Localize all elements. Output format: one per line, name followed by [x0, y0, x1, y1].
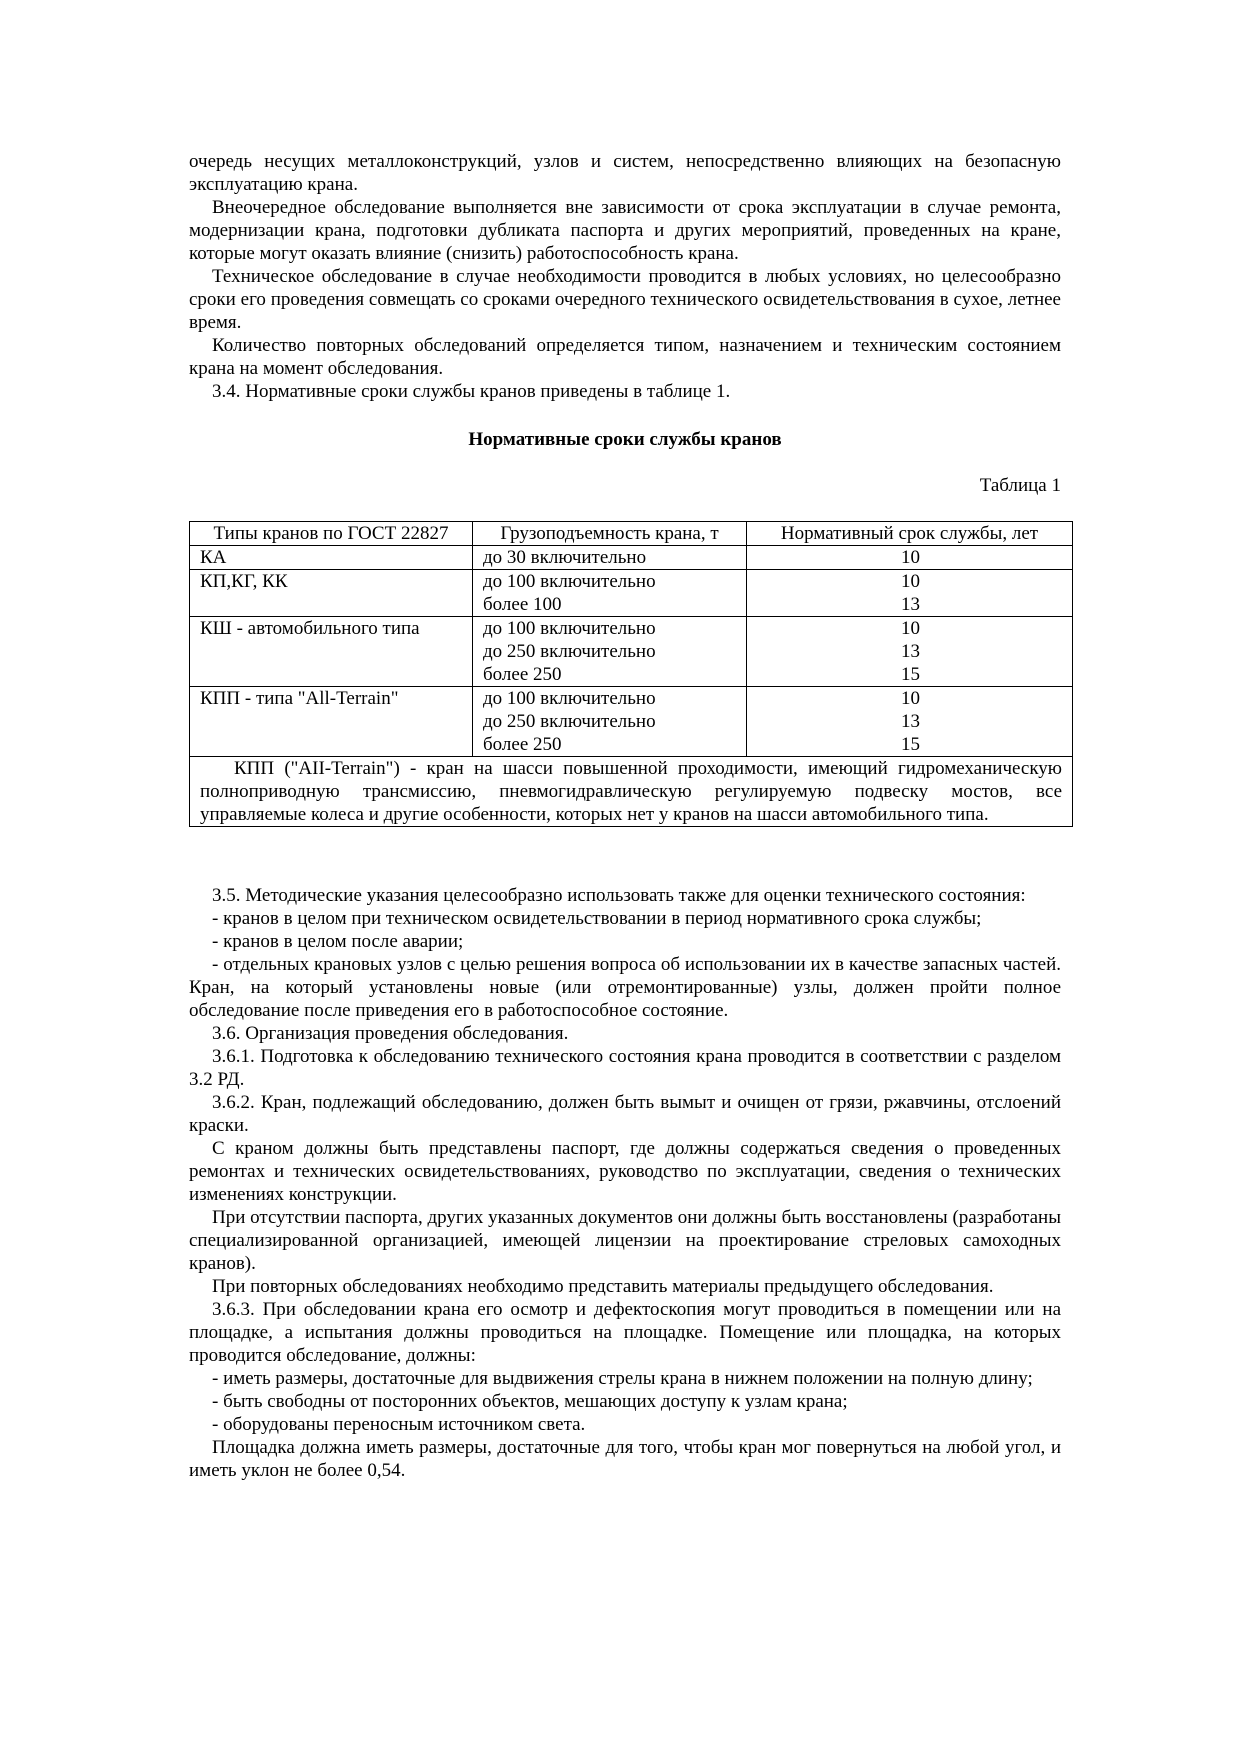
paragraph: Площадка должна иметь размеры, достаточные для того, чтобы кран мог повернуться на любой угол, и иметь уклон не более 0,54.	[189, 1437, 1061, 1481]
table-note-row	[190, 757, 1073, 827]
paragraph: 3.6.3. При обследовании крана его осмотр и дефектоскопия могут проводиться в помещении или на площадке, а испытания должны проводиться на площадке. Помещение или площадка, на которых проводится обследование, должны:	[189, 1299, 1061, 1366]
service-life-value: 15	[901, 664, 920, 685]
column-header-service-life: Нормативный срок службы, лет	[747, 522, 1073, 546]
capacity-value: до 30 включительно	[483, 547, 647, 568]
paragraph: Техническое обследование в случае необходимости проводится в любых условиях, но целесообразно сроки его проведения совмещать со сроками очередного технического освидетельствования в сухое, летнее время.	[189, 266, 1061, 333]
capacity-value: более 250	[483, 734, 562, 755]
paragraph: При повторных обследованиях необходимо представить материалы предыдущего обследования.	[212, 1276, 994, 1297]
capacity-value: до 250 включительно	[483, 641, 656, 662]
paragraph: 3.4. Нормативные сроки службы кранов приведены в таблице 1.	[212, 381, 731, 402]
service-life-value: 10	[901, 571, 920, 592]
list-item: - кранов в целом при техническом освидетельствовании в период нормативного срока службы;	[212, 908, 982, 929]
paragraph: Внеочередное обследование выполняется вне зависимости от срока эксплуатации в случае ремонта, модернизации крана, подготовки дубликата паспорта и других мероприятий, проведенных на кране, которые могут оказать влияние (снизить) работоспособность крана.	[189, 197, 1061, 264]
service-life-table	[189, 521, 1073, 827]
paragraph: 3.5. Методические указания целесообразно использовать также для оценки технического состояния:	[212, 885, 1026, 906]
capacity-value: до 100 включительно	[483, 571, 656, 592]
list-item: - кранов в целом после аварии;	[212, 931, 464, 952]
text-block-top	[189, 150, 1061, 403]
capacity-cell	[473, 687, 747, 757]
crane-type-cell: КП,КГ, КК	[190, 570, 473, 617]
service-life-value: 13	[901, 594, 920, 615]
crane-type-cell: КШ - автомобильного типа	[190, 617, 473, 687]
table-row	[190, 546, 1073, 570]
service-life-value: 13	[901, 711, 920, 732]
list-item: - иметь размеры, достаточные для выдвижения стрелы крана в нижнем положении на полную длину;	[212, 1368, 1033, 1389]
service-life-cell	[747, 570, 1073, 617]
capacity-cell	[473, 546, 747, 570]
paragraph: 3.6.1. Подготовка к обследованию технического состояния крана проводится в соответствии с разделом 3.2 РД.	[189, 1046, 1061, 1090]
table-row	[190, 687, 1073, 757]
table-number: Таблица 1	[979, 475, 1061, 496]
paragraph: При отсутствии паспорта, других указанных документов они должны быть восстановлены (разработаны специализированной организацией, имеющей лицензии на проектирование стреловых самоходных кранов).	[189, 1207, 1061, 1274]
list-item: - оборудованы переносным источником света.	[212, 1414, 586, 1435]
service-life-cell	[747, 617, 1073, 687]
capacity-value: более 100	[483, 594, 562, 615]
service-life-value: 10	[901, 618, 920, 639]
paragraph: 3.6. Организация проведения обследования.	[212, 1023, 569, 1044]
crane-type-cell: КА	[190, 546, 473, 570]
capacity-cell	[473, 570, 747, 617]
table-row	[190, 570, 1073, 617]
list-item: - быть свободны от посторонних объектов, мешающих доступу к узлам крана;	[212, 1391, 848, 1412]
service-life-value: 13	[901, 641, 920, 662]
capacity-value: до 100 включительно	[483, 688, 656, 709]
capacity-value: до 100 включительно	[483, 618, 656, 639]
table-row	[190, 617, 1073, 687]
service-life-value: 10	[901, 688, 920, 709]
paragraph: С краном должны быть представлены паспорт, где должны содержаться сведения о проведенных ремонтах и технических освидетельствованиях, руководство по эксплуатации, сведения о технических изменениях конструкции.	[189, 1138, 1061, 1205]
text-block-bottom	[189, 884, 1061, 1482]
list-item: - отдельных крановых узлов с целью решения вопроса об использовании их в качестве запасных частей. Кран, на который установлены новые (или отремонтированные) узлы, должен пройти полное обследование после приведения его в работоспособное состояние.	[189, 954, 1061, 1021]
paragraph: 3.6.2. Кран, подлежащий обследованию, должен быть вымыт и очищен от грязи, ржавчины, отслоений краски.	[189, 1092, 1061, 1136]
service-life-value: 15	[901, 734, 920, 755]
table-title: Нормативные сроки службы кранов	[468, 429, 782, 450]
paragraph: очередь несущих металлоконструкций, узлов и систем, непосредственно влияющих на безопасную эксплуатацию крана.	[189, 151, 1061, 195]
service-life-value: 10	[901, 547, 920, 568]
paragraph: Количество повторных обследований определяется типом, назначением и техническим состоянием крана на момент обследования.	[189, 335, 1061, 379]
service-life-cell	[747, 687, 1073, 757]
column-header-crane-type: Типы кранов по ГОСТ 22827	[190, 522, 473, 546]
capacity-value: до 250 включительно	[483, 711, 656, 732]
column-header-capacity: Грузоподъемность крана, т	[473, 522, 747, 546]
service-life-cell	[747, 546, 1073, 570]
capacity-cell	[473, 617, 747, 687]
capacity-value: более 250	[483, 664, 562, 685]
table-note	[190, 757, 1073, 827]
table-header-row	[190, 522, 1073, 546]
crane-type-cell: КПП - типа "All-Terrain"	[190, 687, 473, 757]
table-note-text: КПП ("AII-Terrain") - кран на шасси повышенной проходимости, имеющий гидромеханическую полноприводную трансмиссию, пневмогидравлическую регулируемую подвеску мостов, все управляемые колеса и другие особенности, которых нет у кранов на шасси автомобильного типа.	[200, 758, 1062, 825]
